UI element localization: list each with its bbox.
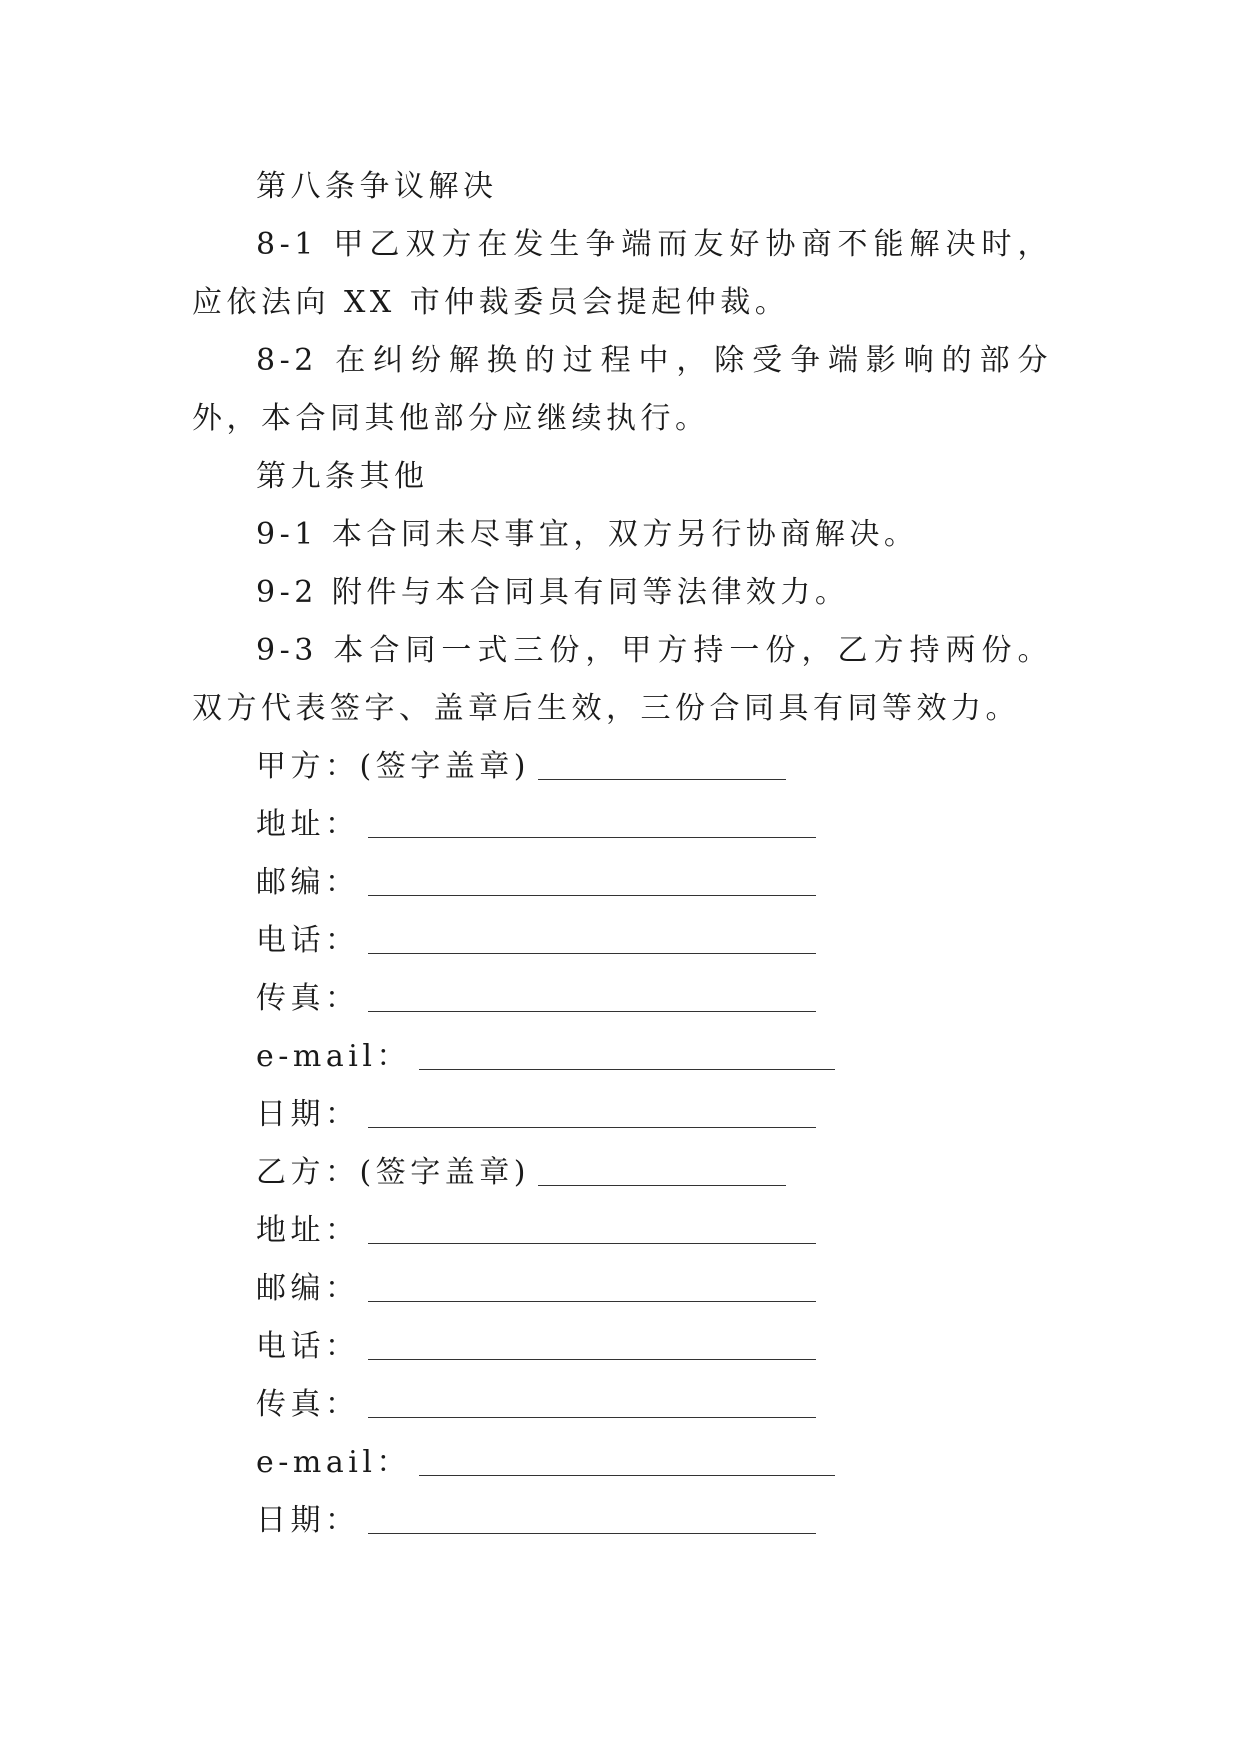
party-b-email-line — [192, 1434, 1052, 1492]
party-b-signature-blank[interactable] — [538, 1155, 786, 1186]
party-a-email-blank[interactable] — [419, 1039, 835, 1070]
party-b-phone-line — [192, 1318, 1052, 1376]
section-9-heading: 第九条其他 — [256, 459, 429, 494]
party-a-address-label: 地址： — [256, 807, 360, 842]
clause-8-2: 8-2 在纠纷解换的过程中，除受争端影响的部分外，本合同其他部分应继续执行。 — [192, 343, 1052, 436]
clause-9-1: 9-1 本合同未尽事宜，双方另行协商解决。 — [256, 517, 919, 552]
party-a-signature-blank[interactable] — [538, 749, 786, 780]
party-b-address-line — [192, 1202, 1052, 1260]
party-a-date-blank[interactable] — [368, 1097, 816, 1128]
party-b-address-label: 地址： — [256, 1213, 360, 1248]
party-a-address-line — [192, 796, 1052, 854]
party-b-email-blank[interactable] — [419, 1445, 835, 1476]
party-b-postcode-label: 邮编： — [256, 1271, 360, 1306]
party-a-email-line — [192, 1028, 1052, 1086]
party-b-signature-label: 乙方：(签字盖章) — [256, 1155, 530, 1190]
clause-9-2: 9-2 附件与本合同具有同等法律效力。 — [256, 575, 850, 610]
party-a-phone-line — [192, 912, 1052, 970]
party-b-signature-line — [192, 1144, 1052, 1202]
party-a-signature-label: 甲方：(签字盖章) — [256, 749, 530, 784]
party-a-fax-label: 传真： — [256, 981, 360, 1016]
party-b-date-blank[interactable] — [368, 1503, 816, 1534]
party-b-fax-line — [192, 1376, 1052, 1434]
party-a-phone-blank[interactable] — [368, 923, 816, 954]
party-b-date-label: 日期： — [256, 1503, 360, 1538]
party-a-fax-line — [192, 970, 1052, 1028]
party-b-date-line — [192, 1492, 1052, 1550]
clause-9-3: 9-3 本合同一式三份，甲方持一份，乙方持两份。双方代表签字、盖章后生效，三份合同具有同等效力。 — [192, 633, 1052, 726]
party-a-email-label: e-mail： — [256, 1039, 411, 1074]
party-a-date-label: 日期： — [256, 1097, 360, 1132]
clause-8-1: 8-1 甲乙双方在发生争端而友好协商不能解决时，应依法向 XX 市仲裁委员会提起仲裁。 — [192, 227, 1052, 320]
party-a-postcode-line — [192, 854, 1052, 912]
party-a-signature-line — [192, 738, 1052, 796]
party-a-date-line — [192, 1086, 1052, 1144]
party-b-email-label: e-mail： — [256, 1445, 411, 1480]
section-8-heading: 第八条争议解决 — [256, 169, 498, 204]
party-b-address-blank[interactable] — [368, 1213, 816, 1244]
party-b-fax-label: 传真： — [256, 1387, 360, 1422]
party-a-fax-blank[interactable] — [368, 981, 816, 1012]
party-b-phone-blank[interactable] — [368, 1329, 816, 1360]
party-a-address-blank[interactable] — [368, 807, 816, 838]
party-b-postcode-blank[interactable] — [368, 1271, 816, 1302]
party-b-postcode-line — [192, 1260, 1052, 1318]
party-a-postcode-blank[interactable] — [368, 865, 816, 896]
party-a-phone-label: 电话： — [256, 923, 360, 958]
party-b-fax-blank[interactable] — [368, 1387, 816, 1418]
party-a-postcode-label: 邮编： — [256, 865, 360, 900]
document-page — [192, 158, 1052, 1550]
party-b-phone-label: 电话： — [256, 1329, 360, 1364]
